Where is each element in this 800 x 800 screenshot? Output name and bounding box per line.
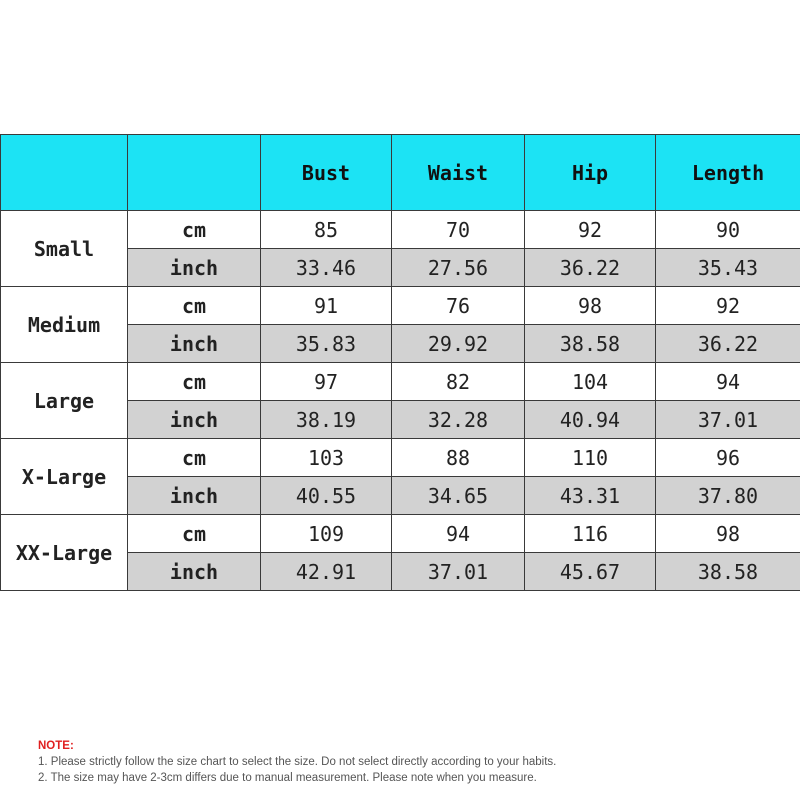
size-name-cell: Large (1, 363, 128, 439)
value-cell: 98 (525, 287, 656, 325)
value-cell: 116 (525, 515, 656, 553)
value-cell: 38.19 (261, 401, 392, 439)
note-title: NOTE: (38, 740, 74, 752)
value-cell: 94 (656, 363, 800, 401)
unit-cell: cm (128, 363, 261, 401)
unit-cell: inch (128, 401, 261, 439)
value-cell: 35.83 (261, 325, 392, 363)
value-cell: 110 (525, 439, 656, 477)
value-cell: 32.28 (392, 401, 525, 439)
value-cell: 36.22 (656, 325, 800, 363)
size-chart-table (0, 134, 800, 591)
unit-cell: inch (128, 553, 261, 591)
value-cell: 42.91 (261, 553, 392, 591)
value-cell: 94 (392, 515, 525, 553)
value-cell: 40.55 (261, 477, 392, 515)
size-name-cell: X-Large (1, 439, 128, 515)
value-cell: 45.67 (525, 553, 656, 591)
value-cell: 96 (656, 439, 800, 477)
unit-cell: cm (128, 515, 261, 553)
value-cell: 37.80 (656, 477, 800, 515)
unit-cell: inch (128, 477, 261, 515)
header-cell-blank-size (1, 135, 128, 211)
table-row (1, 363, 800, 401)
value-cell: 35.43 (656, 249, 800, 287)
table-row (1, 287, 800, 325)
value-cell: 88 (392, 439, 525, 477)
value-cell: 43.31 (525, 477, 656, 515)
value-cell: 85 (261, 211, 392, 249)
size-name-cell: Medium (1, 287, 128, 363)
note-line-1: 1. Please strictly follow the size chart to select the size. Do not select directly according to your habits. (38, 756, 557, 768)
size-name-cell: XX-Large (1, 515, 128, 591)
table-row (1, 211, 800, 249)
unit-cell: cm (128, 211, 261, 249)
value-cell: 27.56 (392, 249, 525, 287)
unit-cell: inch (128, 325, 261, 363)
value-cell: 33.46 (261, 249, 392, 287)
unit-cell: cm (128, 287, 261, 325)
value-cell: 109 (261, 515, 392, 553)
value-cell: 70 (392, 211, 525, 249)
header-cell-length: Length (656, 135, 800, 211)
value-cell: 104 (525, 363, 656, 401)
value-cell: 37.01 (392, 553, 525, 591)
value-cell: 82 (392, 363, 525, 401)
table-row (1, 439, 800, 477)
value-cell: 36.22 (525, 249, 656, 287)
note-section (38, 738, 556, 786)
value-cell: 76 (392, 287, 525, 325)
value-cell: 90 (656, 211, 800, 249)
value-cell: 37.01 (656, 401, 800, 439)
note-line-2: 2. The size may have 2-3cm differs due to manual measurement. Please note when you measure. (38, 772, 537, 784)
value-cell: 97 (261, 363, 392, 401)
value-cell: 38.58 (525, 325, 656, 363)
value-cell: 38.58 (656, 553, 800, 591)
unit-cell: cm (128, 439, 261, 477)
table-header-row (1, 135, 800, 211)
header-cell-blank-unit (128, 135, 261, 211)
header-cell-hip: Hip (525, 135, 656, 211)
value-cell: 91 (261, 287, 392, 325)
size-name-cell: Small (1, 211, 128, 287)
value-cell: 103 (261, 439, 392, 477)
value-cell: 34.65 (392, 477, 525, 515)
header-cell-waist: Waist (392, 135, 525, 211)
unit-cell: inch (128, 249, 261, 287)
value-cell: 92 (656, 287, 800, 325)
table-row (1, 515, 800, 553)
value-cell: 29.92 (392, 325, 525, 363)
value-cell: 40.94 (525, 401, 656, 439)
value-cell: 98 (656, 515, 800, 553)
header-cell-bust: Bust (261, 135, 392, 211)
value-cell: 92 (525, 211, 656, 249)
